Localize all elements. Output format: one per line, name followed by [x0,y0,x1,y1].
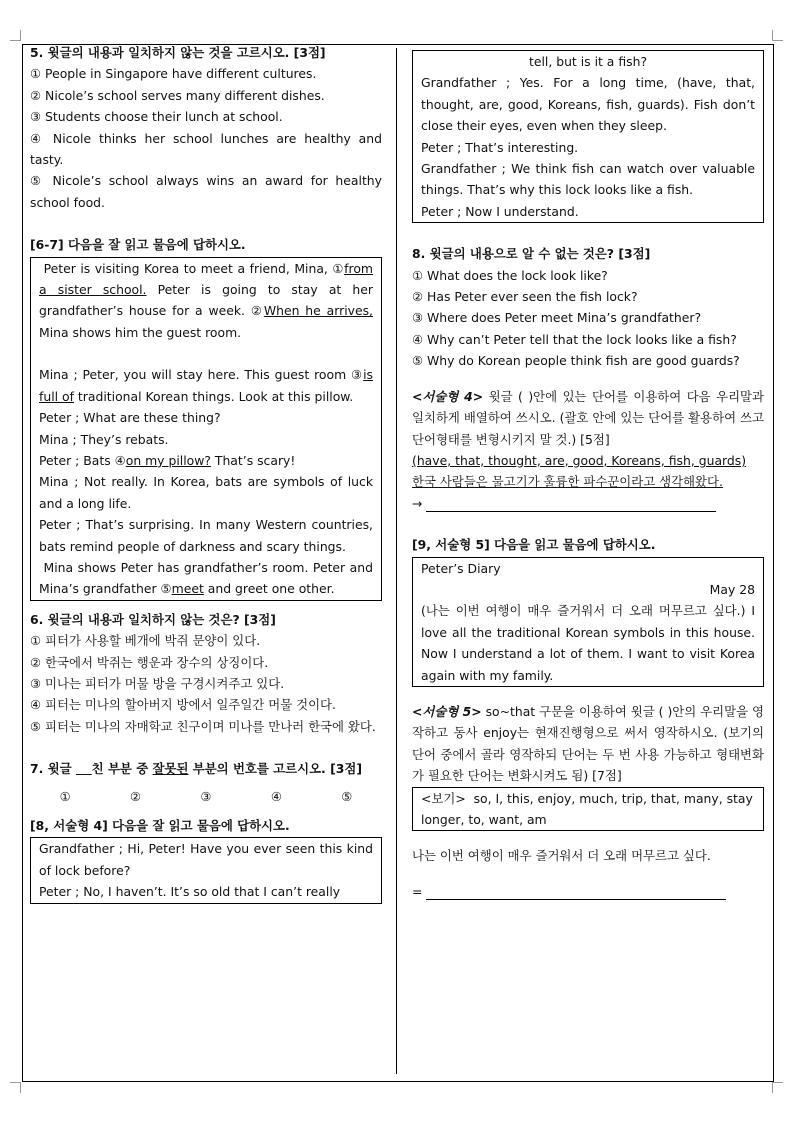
q67-title: [6-7] 다음을 잘 읽고 물음에 답하시오. [30,237,246,253]
crop-mark-bottom-left [10,1082,21,1093]
bogi-box [412,787,764,832]
q8-option: ⑤ Why do Korean people think fish are good guards? [412,353,740,369]
dialogue-line: tell, but is it a fish? [528,54,648,69]
crop-mark-top-right [772,30,783,41]
q5-option: ① People in Singapore have different cultures. [30,66,317,82]
crop-mark-bottom-right [772,1082,783,1093]
q8-option: ④ Why can’t Peter tell that the lock looks like a fish? [412,331,737,347]
dialogue-line: Peter ; Now I understand. [421,203,579,219]
sq4-words: (have, that, thought, are, good, Koreans, fish, guards) [412,452,747,468]
dialogue-line: Grandfather ; Yes. For a long time, (have, that, thought, are, good, Koreans, fish, guards). Fish don’t close their eyes, even when they sleep. [421,75,755,134]
q6-option: ① 피터가 사용할 베개에 박쥐 문양이 있다. [30,633,261,649]
dialogue-line: Peter ; What are these thing? [39,410,221,426]
sq5-instruction: <서술형 5> so~that 구문을 이용하여 윗글 ( )안의 우리말을 영작하고 동사 enjoy는 현재진행형으로 써서 영작하시오. (보기의 단어 중에서 골라 영작하되 단어는 두 번 사용 가능하고 형태변화가 필요한 단어는 변화시켜도 됨) [7점] [412,703,764,784]
dialogue-line: Mina ; Not really. In Korea, bats are symbols of luck and a long life. [39,474,373,511]
q7-choice[interactable]: ① [59,788,71,804]
q7-choice[interactable]: ③ [200,788,212,804]
sq4-answer-blank[interactable] [426,497,716,512]
q8-option: ② Has Peter ever seen the fish lock? [412,289,638,305]
dialogue-line: Peter ; That’s surprising. In many Western countries, bats remind people of darkness and scary things. [39,517,373,554]
left-column [30,42,382,904]
q5-option: ③ Students choose their lunch at school. [30,109,283,125]
passage-intro: Peter is visiting Korea to meet a friend, Mina, ①from a sister school. Peter is going to stay at her grandfather’s house for a week. ②When he arrives, Mina shows him the guest room. [39,260,373,340]
passage-outro: Mina shows Peter has grandfather’s room. Peter and Mina’s grandfather ⑤meet and greet one other. [39,559,373,597]
sq5-answer-line: = [412,881,764,902]
q7-choice[interactable]: ④ [270,788,282,804]
q7-title: 7. 윗글 친 부분 중 잘못된 부분의 번호를 고르시오. [3점] [30,761,362,777]
q5-option: ② Nicole’s school serves many different dishes. [30,87,325,103]
q7-choice[interactable]: ⑤ [341,788,353,804]
crop-mark-top-left [10,30,21,41]
sq4-instruction: <서술형 4> 윗글 ( )안에 있는 단어를 이용하여 다음 우리말과 일치하게 배열하여 쓰시오. (괄호 안에 있는 단어를 활용하여 쓰고 단어형태를 변형시키지 말 것.) [5점] [412,388,764,447]
dialogue-line: Peter ; No, I haven’t. It’s so old that I can’t really [39,884,341,900]
q8-section-title: [8, 서술형 4] 다음을 잘 읽고 물음에 답하시오. [30,818,290,833]
q5-option: ④ Nicole thinks her school lunches are healthy and tasty. [30,130,382,168]
q7-choices [30,780,382,815]
dialogue-box-part1 [30,837,382,903]
diary-text: (나는 이번 여행이 매우 즐거워서 더 오래 머무르고 싶다.) I love all the traditional Korean symbols in this house. Now I understand a lot of them. I want to visit Korea again with my family. [421,603,755,683]
bogi-words: <보기> so, I, this, enjoy, much, trip, that, many, stay longer, to, want, am [421,790,753,827]
dialogue-line: Mina ; They’s rebats. [39,431,169,447]
q8-title: 8. 윗글의 내용으로 알 수 없는 것은? [3점] [412,246,651,262]
dialogue-line: Peter ; That’s interesting. [421,139,579,155]
sq4-korean: 한국 사람들은 물고기가 훌륭한 파수꾼이라고 생각해왔다. [412,474,723,490]
q7-choice[interactable]: ② [130,788,142,804]
sq4-answer-line: → [412,493,764,514]
dialogue-line: Mina ; Peter, you will stay here. This guest room ③is full of traditional Korean things. Look at this pillow. [39,367,373,404]
q6-option: ③ 미나는 피터가 머물 방을 구경시켜주고 있다. [30,675,285,691]
sq5-answer-blank[interactable] [426,885,726,900]
diary-date: May 28 [709,581,755,597]
q6-option: ② 한국에서 박쥐는 행운과 장수의 상징이다. [30,654,269,670]
dialogue-box-part2 [412,50,764,223]
q5-title: 5. 윗글의 내용과 일치하지 않는 것을 고르시오. [3점] [30,45,326,60]
right-column [412,50,764,902]
diary-title: Peter’s Diary [421,560,501,576]
diary-box [412,557,764,687]
q8-option: ③ Where does Peter meet Mina’s grandfather? [412,310,702,326]
q6-title: 6. 윗글의 내용과 일치하지 않는 것은? [3점] [30,611,276,627]
dialogue-line: Grandfather ; Hi, Peter! Have you ever seen this kind of lock before? [39,841,373,878]
q5-option: ⑤ Nicole’s school always wins an award for healthy school food. [30,173,382,210]
dialogue-line: Grandfather ; We think fish can watch over valuable things. That’s why this lock looks like a fish. [421,161,755,198]
q9-title: [9, 서술형 5] 다음을 읽고 물음에 답하시오. [412,537,656,553]
q6-option: ④ 피터는 미나의 할아버지 방에서 일주일간 머물 것이다. [30,697,336,713]
q6-option: ⑤ 피터는 미나의 자매학교 친구이며 미나를 만나러 한국에 왔다. [30,718,376,734]
sq5-sentence: 나는 이번 여행이 매우 즐거워서 더 오래 머무르고 싶다. [412,848,711,864]
q8-option: ① What does the lock look like? [412,267,608,283]
passage-box [30,257,382,601]
dialogue-line: Peter ; Bats ④on my pillow? That’s scary! [39,452,296,468]
column-divider [396,48,397,1074]
